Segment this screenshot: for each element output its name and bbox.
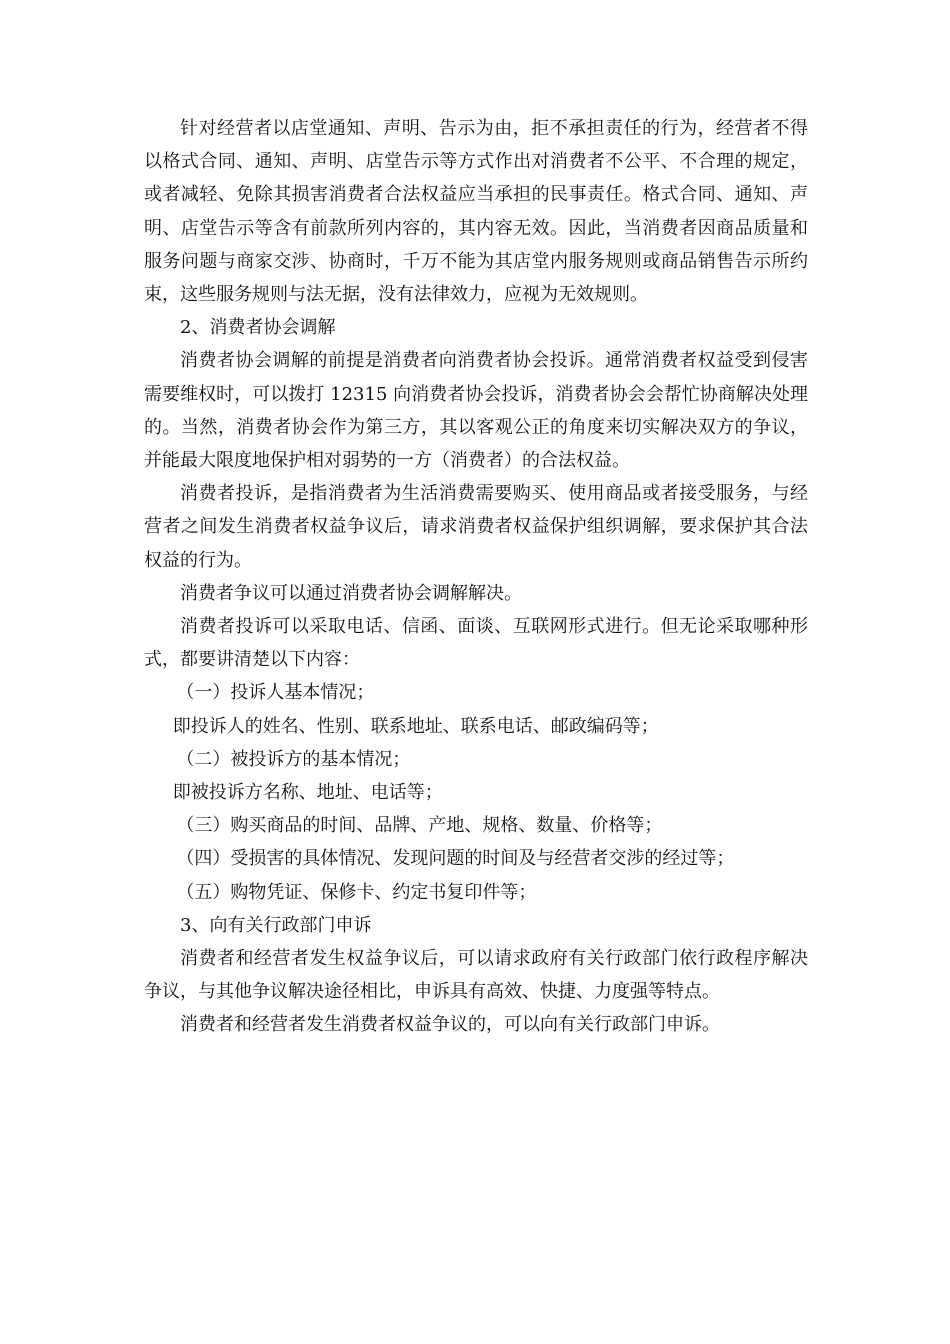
- paragraph-dispute-mediation: 消费者争议可以通过消费者协会调解解决。: [180, 582, 522, 604]
- paragraph-format-contract-liability: 针对经营者以店堂通知、声明、告示为由，拒不承担责任的行为，经营者不得以格式合同、通知、声明、店堂告示等方式作出对消费者不公平、不合理的规定，或者减轻、免除其损害消费者合法权益应当承担的民事责任。格式合同、通知、声明、店堂告示等含有前款所列内容的，其内容无效。因此，当消费者因商品质量和服务问题与商家交涉、协商时，千万不能为其店堂内服务规则或商品销售告示所约束，这些服务规则与法无据，没有法律效力，应视为无效规则。: [144, 118, 808, 306]
- paragraph-appeal-right: 消费者和经营者发生消费者权益争议的，可以向有关行政部门申诉。: [180, 1014, 720, 1036]
- document-body: [144, 112, 808, 1042]
- list-item-respondent-info: （二）被投诉方的基本情况；: [176, 748, 411, 770]
- paragraph-appeal-features: 消费者和经营者发生权益争议后，可以请求政府有关行政部门依行政程序解决争议，与其他争议解决途径相比，申诉具有高效、快捷、力度强等特点。: [144, 948, 808, 1003]
- list-item-purchase-proof: （五）购物凭证、保修卡、约定书复印件等；: [176, 881, 537, 903]
- section-heading-administrative-appeal: 3、向有关行政部门申诉: [180, 914, 372, 936]
- list-detail-respondent-info: 即被投诉方名称、地址、电话等；: [172, 782, 443, 804]
- list-item-purchase-details: （三）购买商品的时间、品牌、产地、规格、数量、价格等；: [176, 815, 663, 837]
- paragraph-complaint-definition: 消费者投诉，是指消费者为生活消费需要购买、使用商品或者接受服务，与经营者之间发生消费者权益争议后，请求消费者权益保护组织调解，要求保护其合法权益的行为。: [144, 483, 808, 571]
- list-detail-complainant-info: 即投诉人的姓名、性别、联系地址、联系电话、邮政编码等；: [172, 715, 659, 737]
- section-heading-consumer-association-mediation: 2、消费者协会调解: [180, 317, 336, 339]
- list-item-damage-details: （四）受损害的具体情况、发现问题的时间及与经营者交涉的经过等；: [176, 848, 735, 870]
- paragraph-complaint-forms: 消费者投诉可以采取电话、信函、面谈、互联网形式进行。但无论采取哪种形式，都要讲清楚以下内容：: [144, 616, 808, 671]
- paragraph-mediation-premise: 消费者协会调解的前提是消费者向消费者协会投诉。通常消费者权益受到侵害需要维权时，可以拨打 12315 向消费者协会投诉，消费者协会会帮忙协商解决处理的。当然，消费者协会作为第三方，其以客观公正的角度来切实解决双方的争议，并能最大限度地保护相对弱势的一方（消费者）的合法权益。: [144, 350, 808, 472]
- list-item-complainant-info: （一）投诉人基本情况；: [176, 682, 375, 704]
